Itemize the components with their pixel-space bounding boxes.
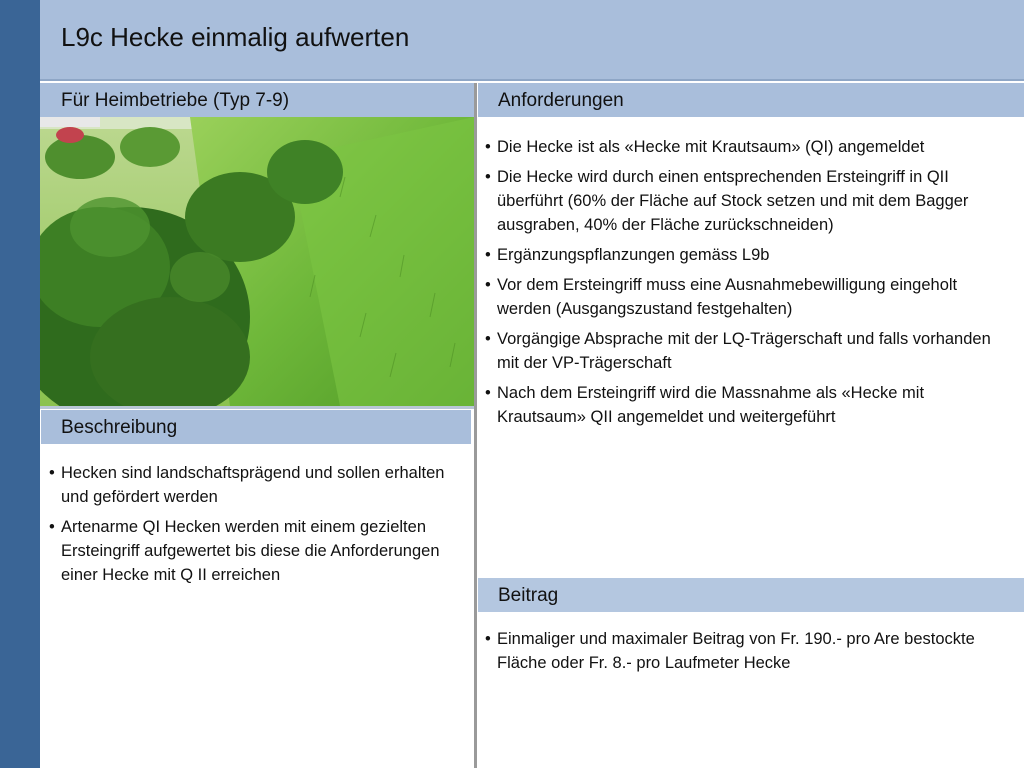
anforderungen-list bbox=[485, 135, 1005, 435]
list-item: • Nach dem Ersteingriff wird die Massnahme als «Hecke mit Krautsaum» QII angemeldet und weitergeführt bbox=[485, 381, 1005, 429]
beitrag-list bbox=[485, 627, 1005, 681]
vertical-divider bbox=[474, 83, 477, 768]
list-item: • Ergänzungspflanzungen gemäss L9b bbox=[485, 243, 1005, 267]
title-bar bbox=[40, 0, 1024, 81]
list-item: • Die Hecke wird durch einen entsprechenden Ersteingriff in QII überführt (60% der Fläche auf Stock setzen und mit dem Bagger ausgraben, 40% der Fläche zurückschneiden) bbox=[485, 165, 1005, 237]
list-item: • Hecken sind landschaftsprägend und sollen erhalten und gefördert werden bbox=[49, 461, 459, 509]
left-accent-stripe bbox=[0, 0, 40, 768]
list-item: • Artenarme QI Hecken werden mit einem gezielten Ersteingriff aufgewertet bis diese die Anforderungen einer Hecke mit Q II erreichen bbox=[49, 515, 459, 587]
hedge-meadow-photo bbox=[40, 117, 474, 406]
list-item: • Einmaliger und maximaler Beitrag von Fr. 190.- pro Are bestockte Fläche oder Fr. 8.- pro Laufmeter Hecke bbox=[485, 627, 1005, 675]
anforderungen-header: Anforderungen bbox=[478, 83, 1024, 117]
list-item: • Vor dem Ersteingriff muss eine Ausnahmebewilligung eingeholt werden (Ausgangszustand festgehalten) bbox=[485, 273, 1005, 321]
page-title: L9c Hecke einmalig aufwerten bbox=[61, 22, 410, 52]
list-item: • Die Hecke ist als «Hecke mit Krautsaum» (QI) angemeldet bbox=[485, 135, 1005, 159]
beschreibung-header: Beschreibung bbox=[41, 410, 471, 444]
heimbetriebe-header: Für Heimbetriebe (Typ 7-9) bbox=[40, 83, 474, 117]
beschreibung-list bbox=[49, 461, 459, 593]
list-item: • Vorgängige Absprache mit der LQ-Trägerschaft und falls vorhanden mit der VP-Trägerschaft bbox=[485, 327, 1005, 375]
photo-bottom-divider bbox=[40, 406, 474, 409]
beitrag-header: Beitrag bbox=[478, 578, 1024, 612]
